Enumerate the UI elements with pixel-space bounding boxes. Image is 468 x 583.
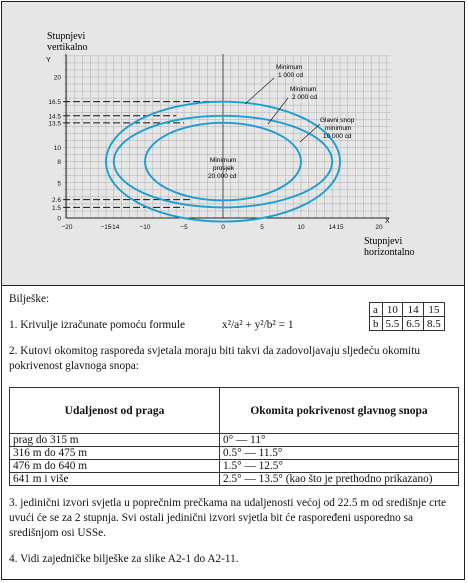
label-avg-20000-line2: prosjek (213, 165, 234, 172)
label-main-beam-line1: Glavni snop (320, 117, 355, 124)
label-min-1000-line1: Minimum (276, 64, 303, 71)
x-tick-label: 14 (328, 224, 336, 231)
table-cell: 14 (403, 303, 424, 317)
label-min-1000-line2: 1 000 cd (278, 72, 303, 79)
column-header: Udaljenost od praga (10, 388, 220, 434)
note-2: 2. Kutovi okomitog rasporeda svjetala moraju biti takvi da zadovoljavaju sljedeću okomitu pokrivenost glavnoga snopa: (9, 345, 420, 372)
table-cell: 0.5° — 11.5° (220, 447, 459, 460)
note-4: 4. Vidi zajedničke bilješke za slike A2-1 do A2-11. (9, 553, 239, 565)
note-1 (9, 318, 185, 333)
x-tick-label: 5 (260, 224, 264, 231)
vertical-coverage-table (9, 387, 459, 486)
x-tick-label: 0 (221, 224, 225, 231)
table-cell: 6.5 (403, 317, 424, 331)
note-1-text: 1. Krivulje izračunate pomoću formule (9, 319, 185, 331)
isocandela-figure (2, 2, 464, 286)
notes-title: Bilješke: (9, 293, 50, 305)
isocandela-diagram (2, 2, 464, 285)
table-cell: 316 m do 475 m (10, 447, 220, 460)
label-min-2000-line1: Minimum (290, 86, 317, 93)
x-tick-label: −5 (180, 224, 188, 231)
table-cell: 1.5° — 12.5° (220, 460, 459, 473)
table-row (10, 434, 459, 447)
y-tick-label: 14.5 (48, 113, 61, 121)
table-cell: prag do 315 m (10, 434, 220, 447)
table-row (10, 447, 459, 460)
table-row (10, 473, 459, 486)
table-header-row (10, 388, 459, 434)
table-cell: 5.5 (382, 317, 403, 331)
label-avg-20000-line3: 20 000 cd (208, 173, 237, 180)
table-cell: 2.5° — 13.5° (kao što je prethodno prikazano) (220, 473, 459, 486)
x-tick-label: −10 (139, 224, 151, 231)
x-tick-label: 15 (336, 224, 344, 231)
x-axis-title-line2: horizontalno (364, 247, 415, 258)
y-tick-label: 2.6 (51, 197, 61, 205)
y-tick-label: 10 (53, 145, 61, 152)
table-cell: a (370, 303, 383, 317)
label-main-beam-line2: minimum (325, 125, 352, 132)
table-cell: 8.5 (424, 317, 445, 331)
table-cell: 476 m do 640 m (10, 460, 220, 473)
y-tick-label: 20 (53, 74, 61, 82)
label-avg-20000-line1: Minimum (210, 157, 237, 164)
table-cell: b (370, 317, 383, 331)
figure-frame (1, 1, 465, 580)
y-tick-label: 5 (57, 180, 61, 188)
y-tick-label: 0 (57, 215, 61, 223)
table-cell: 10 (382, 303, 403, 317)
ellipse-parameter-table (369, 302, 445, 331)
table-cell: 0° — 11° (220, 434, 459, 447)
y-axis-letter: Y (46, 57, 51, 64)
x-tick-label: −20 (61, 224, 73, 231)
x-tick-label: −15 (100, 224, 112, 231)
table-cell: 641 m i više (10, 473, 220, 486)
label-min-2000-line2: 2 000 cd (292, 94, 317, 101)
label-main-beam-line3: 10 000 cd (323, 133, 352, 140)
column-header: Okomita pokrivenost glavnog snopa (220, 388, 459, 434)
x-tick-label: −14 (108, 224, 120, 231)
table-row (370, 303, 445, 317)
y-tick-label: 8 (57, 159, 61, 167)
note-3: 3. jedinični izvori svjetla u poprečnim prečkama na udaljenosti većoj od 22.5 m od središnje crte uvući će se za 2 stupnja. Svi ostali jedinični izvori svjetla bit će raspoređeni usporedno sa središnjom osi USSe. (9, 497, 446, 539)
x-tick-label: 10 (297, 224, 305, 231)
x-tick-label: 20 (375, 224, 383, 231)
y-tick-label: 1.5 (51, 204, 61, 212)
x-axis-letter: X (385, 218, 390, 225)
table-row (370, 317, 445, 331)
note-1-formula: x²/a² + y²/b² = 1 (222, 319, 294, 331)
x-axis-title-line1: Stupnjevi (364, 236, 403, 247)
table-cell: 15 (424, 303, 445, 317)
y-axis-title-line1: Stupnjevi (47, 31, 86, 42)
y-tick-label: 13.5 (48, 120, 61, 128)
table-row (10, 460, 459, 473)
y-tick-label: 16.5 (48, 99, 61, 107)
y-axis-title-line2: vertikalno (47, 42, 88, 53)
